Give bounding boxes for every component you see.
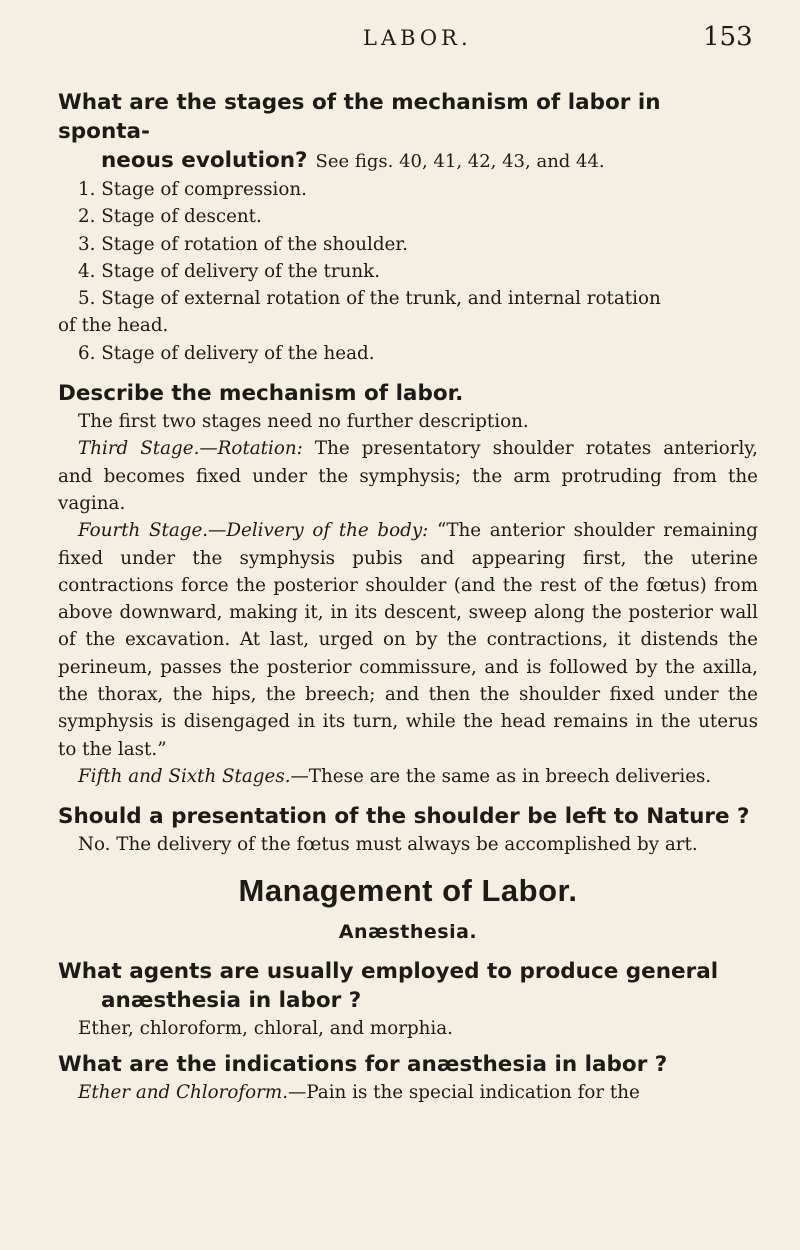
page-number: 153 [703,22,753,52]
question-indications: What are the indications for anæsthesia in labor ? [58,1051,668,1077]
paragraph-label: Fifth and Sixth Stages.— [78,765,309,787]
answer-paragraph: Third Stage.—Rotation: The presentatory shoulder rotates anteriorly, and becomes fixed under the symphysis; the arm protruding from the vagina. [58,438,758,514]
question-stages [58,88,758,176]
running-title: LABOR. [363,26,472,50]
paragraph-label: Fourth Stage.—Delivery of the body: [78,520,429,542]
list-item: 5. Stage of external rotation of the trunk, and internal rotation [78,288,661,310]
subsection-title: Anæsthesia. [338,920,478,943]
section-title: Management of Labor. [238,872,578,908]
question-agents: What agents are usually employed to produce general anæsthesia in labor ? [58,958,719,1013]
answer-paragraph: Fourth Stage.—Delivery of the body: “The anterior shoulder remaining fixed under the symphysis pubis and appearing first, the uterine contractions force the posterior shoulder (and the rest of the fœtus) from above downward, making it, in its descent, sweep along the posterior wall of the excavation. At last, urged on by the contractions, it distends the perineum, passes the posterior commissure, and is followed by the axilla, the thorax, the hips, the breech; and then the shoulder fixed under the symphysis is disengaged in its turn, while the head remains in the uterus to the last.” [58,520,759,760]
list-item: 3. Stage of rotation of the shoulder. [78,233,408,255]
list-item: 6. Stage of delivery of the head. [78,342,375,364]
paragraph-label: Ether and Chloroform.— [78,1081,307,1103]
answer-paragraph: Fifth and Sixth Stages.—These are the same as in breech deliveries. [78,765,712,787]
question-mechanism: Describe the mechanism of labor. [58,381,464,407]
question-stages-line1: What are the stages of the mechanism of labor in sponta- [58,90,661,144]
list-item: 1. Stage of compression. [78,179,307,200]
running-head [0,22,800,62]
list-item: 2. Stage of descent. [78,206,262,228]
list-item-continuation: of the head. [58,315,169,337]
answer-paragraph: The first two stages need no further description. [78,411,529,433]
question-shoulder: Should a presentation of the shoulder be left to Nature ? [58,804,750,830]
figure-reference: See figs. 40, 41, 42, 43, and 44. [315,151,605,172]
answer-paragraph: Ether and Chloroform.—Pain is the special indication for the [78,1081,640,1103]
page-body [58,88,758,1106]
question-stages-line2: neous evolution? [101,148,308,173]
list-item: 4. Stage of delivery of the trunk. [78,260,381,282]
answer-paragraph: No. The delivery of the fœtus must always be accomplished by art. [78,834,698,856]
answer-paragraph: Ether, chloroform, chloral, and morphia. [78,1017,453,1039]
paragraph-label: Third Stage.—Rotation: [78,438,303,460]
